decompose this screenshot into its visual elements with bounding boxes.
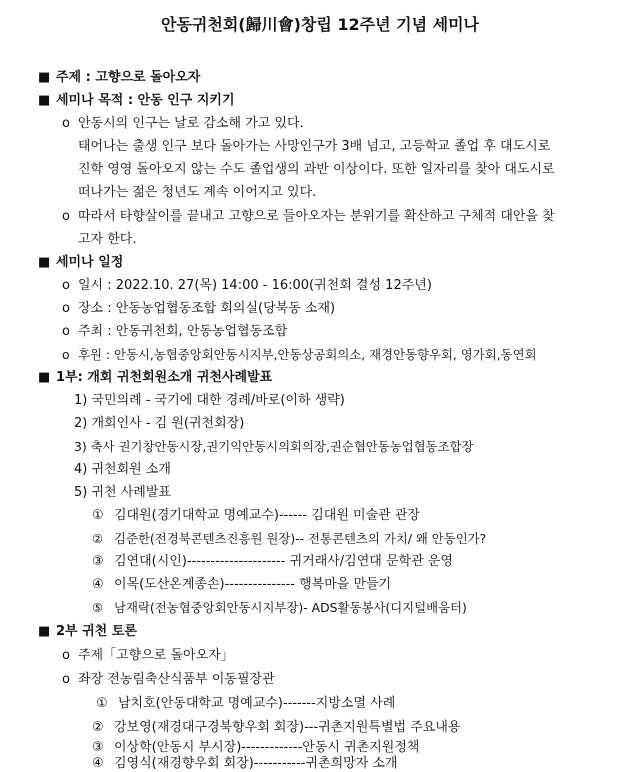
document-title: 안동귀천회(歸川會)창립 12주년 기념 세미나 [161, 15, 479, 34]
square-bullet-icon: ■ [38, 624, 51, 639]
circled-number-icon: ① [96, 696, 108, 711]
schedule-item-date [62, 278, 432, 294]
program-item: 4) 귀천회원 소개 [74, 462, 171, 477]
talk-text: 김준한(전경북콘텐츠진흥원 원장)-- 전통콘텐츠의 가치/ 왜 안동인가? [114, 531, 487, 546]
circled-number-icon: ④ [92, 756, 104, 771]
section-schedule-label: 세미나 일정 [56, 255, 124, 270]
circle-bullet-icon: o [62, 672, 70, 687]
discussion-item [62, 672, 275, 688]
panelist-item [92, 720, 460, 736]
section-part2 [38, 624, 137, 640]
paragraph-line: 떠나가는 젊은 청년도 계속 이어지고 있다. [78, 185, 317, 200]
program-item: 2) 개회인사 - 김 원(귀천회장) [74, 416, 245, 431]
talk-text: 남재락(전농협중앙회안동시지부장)- ADS활동봉사(디지털배움터) [114, 600, 467, 615]
talk-item [92, 554, 453, 570]
talk-item [92, 577, 391, 593]
circled-number-icon: ④ [92, 577, 104, 592]
schedule-text: 주최 : 안동귀천회, 안동농업협동조합 [78, 324, 288, 339]
square-bullet-icon: ■ [38, 255, 51, 270]
circle-bullet-icon: o [62, 648, 70, 663]
paragraph-line: 따라서 타향살이를 끝내고 고향으로 들아오자는 분위기를 확산하고 구체적 대안을 찾 [78, 209, 555, 224]
schedule-item-host [62, 324, 287, 340]
circle-bullet-icon: o [62, 324, 70, 339]
square-bullet-icon: ■ [38, 93, 51, 108]
talk-text: 김대원(경기대학교 명예교수)------ 김대원 미술관 관장 [114, 508, 420, 523]
section-theme-label: 주제 : 고향으로 돌아오자 [56, 70, 201, 85]
talk-item [92, 600, 467, 616]
circle-bullet-icon: o [62, 116, 70, 131]
talk-item [92, 508, 420, 524]
circle-bullet-icon: o [62, 347, 70, 362]
panelist-text: 강보영(재경대구경북향우회 회장)---귀촌지원특별법 주요내용 [114, 720, 461, 735]
program-item: 5) 귀천 사례발표 [74, 485, 171, 500]
panelist-item [96, 696, 395, 712]
circle-bullet-icon: o [62, 278, 70, 293]
panelist-item [92, 740, 419, 756]
square-bullet-icon: ■ [38, 370, 51, 385]
circled-number-icon: ② [92, 531, 104, 546]
paragraph-line: 태어나는 출생 인구 보다 돌아가는 사망인구가 3배 넘고, 고등학교 졸업 후 대도시로 [78, 139, 551, 154]
circled-number-icon: ① [92, 508, 104, 523]
program-item: 1) 국민의례 - 국기에 대한 경례/바로(이하 생략) [74, 393, 345, 408]
section-purpose [38, 93, 235, 109]
paragraph-line: 고자 한다. [78, 232, 137, 247]
section-part1-label: 1부: 개회 귀천회원소개 귀천사례발표 [56, 370, 273, 385]
schedule-item-place [62, 301, 335, 317]
paragraph-line: 진학 영영 돌아오지 않는 수도 졸업생의 과반 이상이다. 또한 일자리를 찾아 대도시로 [78, 162, 555, 177]
schedule-text: 후원 : 안동시,농협중앙회안동시지부,안동상공회의소, 재경안동향우회, 영가회,동연회 [78, 347, 537, 362]
panelist-text: 이상학(안동시 부시장)-------------안동시 귀촌지원정책 [114, 740, 420, 755]
circled-number-icon: ② [92, 720, 104, 735]
section-schedule [38, 255, 123, 271]
circled-number-icon: ③ [92, 554, 104, 569]
talk-text: 김연대(시인)--------------------- 귀거래사/김연대 문학관 운영 [114, 554, 453, 569]
program-item: 3) 축사 권기창안동시장,권기익안동시의회의장,권순협안동농업협동조합장 [74, 439, 474, 454]
panelist-text: 김영식(재경향우회 회장)-----------귀촌희망자 소개 [114, 756, 398, 771]
talk-item [92, 531, 486, 547]
schedule-text: 장소 : 안동농업협동조합 회의실(당북동 소재) [78, 301, 336, 316]
talk-text: 이목(도산온계종손)--------------- 행복마을 만들기 [114, 577, 392, 592]
purpose-item [62, 209, 555, 225]
circle-bullet-icon: o [62, 209, 70, 224]
section-part1 [38, 370, 272, 386]
purpose-item [62, 116, 304, 132]
panelist-item [92, 756, 398, 772]
section-part2-label: 2부 귀천 토론 [56, 624, 137, 639]
panelist-text: 남치호(안동대학교 명예교수)-------지방소멸 사례 [118, 696, 396, 711]
square-bullet-icon: ■ [38, 70, 51, 85]
paragraph-line: 안동시의 인구는 날로 감소해 가고 있다. [78, 116, 304, 131]
schedule-text: 일시 : 2022.10. 27(목) 14:00 - 16:00(귀천회 결성 12주년) [78, 278, 432, 293]
circled-number-icon: ③ [92, 740, 104, 755]
discussion-item [62, 648, 234, 664]
circled-number-icon: ⑤ [92, 600, 104, 615]
circle-bullet-icon: o [62, 301, 70, 316]
section-theme [38, 70, 200, 86]
discussion-text: 주제「고향으로 돌아오자」 [78, 648, 234, 663]
discussion-text: 좌장 전농림축산식품부 이동필장관 [78, 672, 275, 687]
section-purpose-label: 세미나 목적 : 안동 인구 지키기 [56, 93, 235, 108]
schedule-item-sponsor [62, 347, 537, 363]
